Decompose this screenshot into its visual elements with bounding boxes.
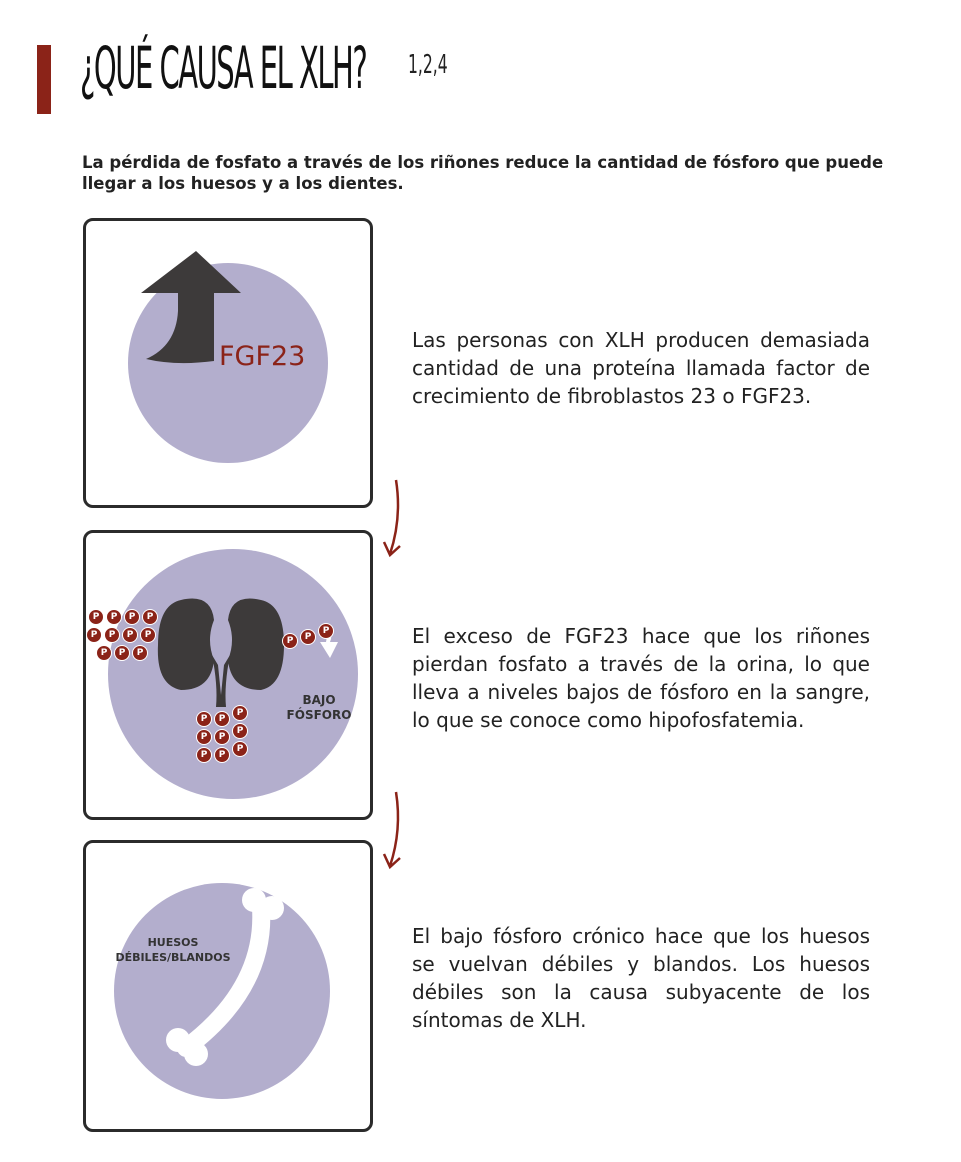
flow-arrow-icon (382, 790, 406, 872)
title-references: 1,2,4 (408, 50, 448, 80)
step-2-description: El exceso de FGF23 hace que los riñones pierdan fosfato a través de la orina, lo que lleva a niveles bajos de fósforo en la sangre, lo que se conoce como hipofosfatemia. (412, 624, 870, 732)
weak-bones-label: HUESOS DÉBILES/BLANDOS (115, 936, 231, 964)
step-1-panel (83, 218, 373, 508)
phosphate-marker: P (318, 623, 334, 639)
phosphate-marker: P (282, 633, 298, 649)
phosphate-marker: P (196, 711, 212, 727)
phosphate-marker: P (96, 645, 112, 661)
phosphate-marker: P (196, 729, 212, 745)
phosphate-marker: P (232, 723, 248, 739)
step-2-panel (83, 530, 373, 820)
phosphate-marker: P (214, 747, 230, 763)
phosphate-marker: P (232, 705, 248, 721)
phosphate-marker: P (124, 609, 140, 625)
kidneys-icon (156, 595, 286, 715)
phosphate-marker: P (142, 609, 158, 625)
title-accent-bar (37, 45, 51, 114)
step-3-description: El bajo fósforo crónico hace que los huesos se vuelvan débiles y blandos. Los huesos débiles son la causa subyacente de los síntomas de XLH. (412, 924, 870, 1032)
step-3-panel (83, 840, 373, 1132)
page-title: ¿QUÉ CAUSA EL XLH? (80, 34, 367, 102)
phosphate-marker: P (106, 609, 122, 625)
bone-icon (166, 888, 296, 1068)
phosphate-marker: P (214, 729, 230, 745)
phosphate-marker: P (300, 629, 316, 645)
phosphate-marker: P (132, 645, 148, 661)
bajo-fosforo-label: BAJO FÓSFORO (286, 693, 352, 722)
phosphate-marker: P (214, 711, 230, 727)
phosphate-marker: P (86, 627, 102, 643)
fgf23-label: FGF23 (219, 341, 306, 372)
phosphate-marker: P (122, 627, 138, 643)
phosphate-marker: P (88, 609, 104, 625)
intro-text: La pérdida de fosfato a través de los riñones reduce la cantidad de fósforo que puede llegar a los huesos y a los dientes. (82, 153, 884, 193)
step-1-description: Las personas con XLH producen demasiada cantidad de una proteína llamada factor de crecimiento de fibroblastos 23 o FGF23. (412, 328, 870, 408)
phosphate-marker: P (114, 645, 130, 661)
flow-arrow-icon (382, 478, 406, 560)
phosphate-marker: P (104, 627, 120, 643)
phosphate-marker: P (140, 627, 156, 643)
phosphate-marker: P (232, 741, 248, 757)
phosphate-marker: P (196, 747, 212, 763)
